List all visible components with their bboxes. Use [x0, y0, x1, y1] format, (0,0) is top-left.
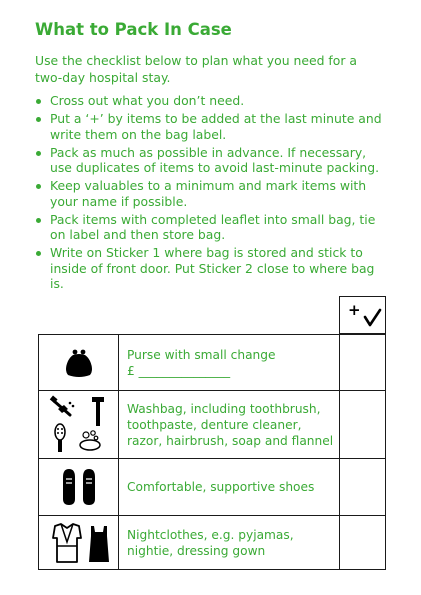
item-line: Purse with small change [127, 347, 276, 362]
checkbox-cell[interactable] [340, 335, 385, 390]
item-description [119, 459, 340, 515]
tick-mark [365, 310, 380, 325]
nightie-icon [89, 526, 109, 562]
soap-icon [80, 430, 100, 449]
item-line: £ _______________ [127, 363, 231, 378]
page-title: What to Pack In Case [35, 20, 232, 39]
table-row [39, 516, 385, 570]
plus-tick-icon [340, 297, 387, 335]
item-description [119, 335, 340, 390]
instruction-item: Pack as much as possible in advance. If necessary, use duplicates of items to avoid last-minute packing. [35, 145, 385, 176]
item-line: nightie, dressing gown [127, 543, 266, 558]
checklist-header-cell [339, 296, 386, 334]
item-line: Washbag, including toothbrush, [127, 401, 321, 416]
instruction-item: Write on Sticker 1 where bag is stored and stick to inside of front door. Put Sticker 2 close to where bag is. [35, 245, 385, 292]
item-line: toothpaste, denture cleaner, [127, 417, 302, 432]
intro-text: Use the checklist below to plan what you need for a two-day hospital stay. [35, 53, 357, 85]
checklist-table [38, 334, 386, 570]
item-description [119, 391, 340, 458]
table-row [39, 335, 385, 391]
razor-icon [92, 397, 104, 426]
icon-cell [39, 391, 119, 458]
shoes-icon [59, 467, 99, 507]
instruction-item: Put a ‘+’ by items to be added at the last minute and write them on the bag label. [35, 111, 385, 142]
checkbox-cell[interactable] [340, 459, 385, 515]
table-row [39, 391, 385, 459]
instruction-item: Keep valuables to a minimum and mark items with your name if possible. [35, 178, 385, 209]
toiletries-icon [48, 395, 110, 455]
item-line: razor, hairbrush, soap and flannel [127, 433, 334, 448]
nightclothes-icon [47, 522, 111, 564]
instruction-item: Cross out what you don’t need. [35, 93, 385, 109]
icon-cell [39, 516, 119, 569]
purse-icon [62, 348, 96, 378]
hairbrush-icon [55, 424, 65, 452]
plus-mark: + [348, 301, 361, 319]
item-description [119, 516, 340, 569]
checkbox-cell[interactable] [340, 391, 385, 458]
item-line: Comfortable, supportive shoes [127, 480, 315, 494]
instruction-list [35, 93, 385, 294]
icon-cell [39, 459, 119, 515]
table-row [39, 459, 385, 516]
instruction-item: Pack items with completed leaflet into small bag, tie on label and then store bag. [35, 212, 385, 243]
dressing-gown-icon [53, 524, 81, 562]
toothbrush-icon [49, 395, 74, 414]
checkbox-cell[interactable] [340, 516, 385, 569]
icon-cell [39, 335, 119, 390]
item-line: Nightclothes, e.g. pyjamas, [127, 527, 294, 542]
